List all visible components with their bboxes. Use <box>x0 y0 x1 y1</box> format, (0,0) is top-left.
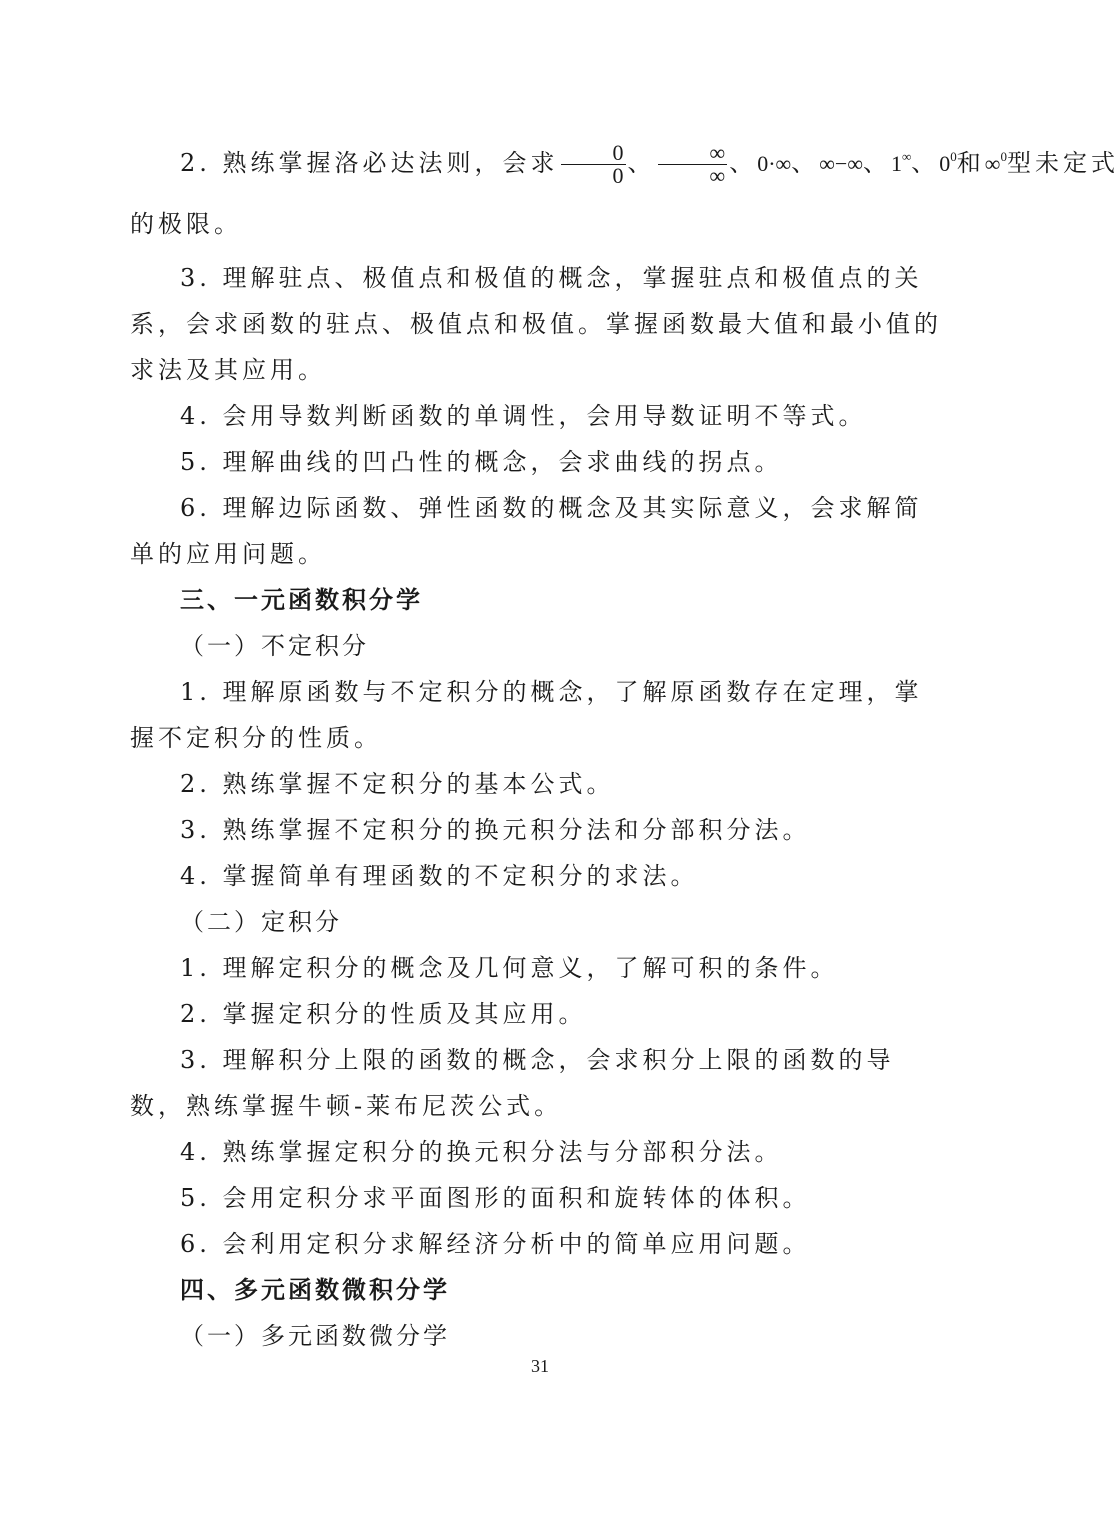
list-item: 6. 会利用定积分求解经济分析中的简单应用问题。 <box>180 1230 811 1258</box>
subsection-heading: （二）定积分 <box>180 908 342 936</box>
form-zero-pow-zero: $0^0$ <box>939 149 957 176</box>
list-item: 1. 理解原函数与不定积分的概念，了解原函数存在定理，掌握不定积分的性质。 <box>130 678 923 752</box>
item-continuation: 的极限。 <box>130 210 242 238</box>
item-lhopital-rule: 2. 熟练掌握洛必达法则，会求 $\frac{0}{0}$ 、 $\frac{\infty}{\infty}$ 、0·∞、∞−∞、1∞、$0^0$和∞$^0$型未定式 <box>180 140 1119 188</box>
list-item: 3. 理解积分上限的函数的概念，会求积分上限的函数的导数，熟练掌握牛顿-莱布尼茨公式。 <box>130 1046 895 1120</box>
list-item: 3. 理解驻点、极值点和极值的概念，掌握驻点和极值点的关系，会求函数的驻点、极值点和极值。掌握函数最大值和最小值的求法及其应用。 <box>130 264 942 384</box>
form-one-pow-inf: 1∞ <box>891 149 912 176</box>
list-item: 2. 掌握定积分的性质及其应用。 <box>180 1000 587 1028</box>
fraction-inf-over-inf: $\frac{\infty}{\infty}$ <box>658 142 728 187</box>
subsection-heading: （一）多元函数微分学 <box>180 1322 450 1350</box>
list-item: 2. 熟练掌握不定积分的基本公式。 <box>180 770 615 798</box>
section-heading: 三、一元函数积分学 <box>180 586 423 614</box>
list-item: 4. 会用导数判断函数的单调性，会用导数证明不等式。 <box>180 402 867 430</box>
section-heading: 四、多元函数微积分学 <box>180 1276 450 1304</box>
list-item: 4. 熟练掌握定积分的换元积分法与分部积分法。 <box>180 1138 783 1166</box>
subsection-heading: （一）不定积分 <box>180 632 369 660</box>
list-item: 6. 理解边际函数、弹性函数的概念及其实际意义，会求解简单的应用问题。 <box>130 494 923 568</box>
list-item: 4. 掌握简单有理函数的不定积分的求法。 <box>180 862 699 890</box>
list-item: 5. 会用定积分求平面图形的面积和旋转体的体积。 <box>180 1184 811 1212</box>
list-item: 5. 理解曲线的凹凸性的概念，会求曲线的拐点。 <box>180 448 783 476</box>
body-text <box>130 140 1119 1359</box>
page-number: 31 <box>531 1356 549 1376</box>
form-inf-pow-zero: ∞$^0$ <box>984 149 1007 176</box>
item-text: 2. 熟练掌握洛必达法则，会求 <box>180 149 559 177</box>
form-zero-times-inf: 0·∞ <box>757 151 792 176</box>
form-inf-minus-inf: ∞−∞ <box>819 151 864 176</box>
list-item: 3. 熟练掌握不定积分的换元积分法和分部积分法。 <box>180 816 811 844</box>
list-item: 1. 理解定积分的概念及几何意义，了解可积的条件。 <box>180 954 839 982</box>
fraction-zero-over-zero: $\frac{0}{0}$ <box>561 142 626 187</box>
